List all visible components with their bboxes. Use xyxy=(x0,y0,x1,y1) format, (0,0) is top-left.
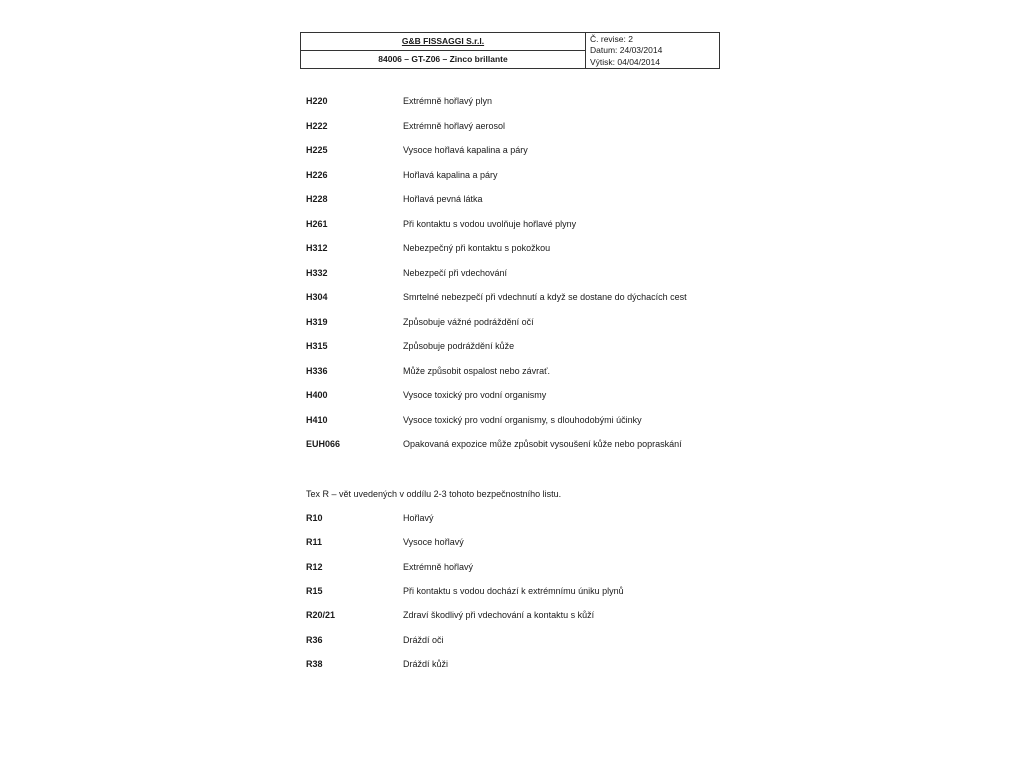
phrase-code: H400 xyxy=(306,390,328,400)
phrase-text: Při kontaktu s vodou uvolňuje hořlavé plyny xyxy=(403,218,577,229)
header-left-cell xyxy=(301,33,586,68)
phrase-code: R36 xyxy=(306,634,323,645)
phrase-text: Vysoce hořlavý xyxy=(403,537,464,548)
document-header-table xyxy=(300,32,720,69)
phrase-code: R10 xyxy=(306,513,323,523)
phrase-code: R15 xyxy=(306,585,323,596)
phrase-code: R20/21 xyxy=(306,610,336,621)
phrase-text: Extrémně hořlavý xyxy=(403,561,474,572)
phrase-code: H319 xyxy=(306,316,328,327)
phrase-code: H315 xyxy=(306,341,328,351)
phrase-text: Dráždí kůži xyxy=(403,658,449,669)
phrase-code: R11 xyxy=(306,537,323,548)
phrase-code: H304 xyxy=(306,292,328,302)
header-right-cell xyxy=(586,33,719,68)
print-date: Výtisk: 04/04/2014 xyxy=(590,56,660,67)
phrase-text: Při kontaktu s vodou dochází k extrémnímu úniku plynů xyxy=(403,585,624,596)
phrase-text: Vysoce toxický pro vodní organismy xyxy=(403,390,547,400)
phrase-code: H410 xyxy=(306,414,328,425)
phrase-text: Dráždí oči xyxy=(403,634,444,645)
phrase-code: H261 xyxy=(306,218,328,229)
phrase-text: Vysoce toxický pro vodní organismy, s dlouhodobými účinky xyxy=(403,414,642,425)
phrase-code: R12 xyxy=(306,561,323,572)
phrase-text: Opakovaná expozice může způsobit vysoušení kůže nebo popraskání xyxy=(403,439,682,449)
phrase-text: Vysoce hořlavá kapalina a páry xyxy=(403,145,528,155)
phrase-code: R38 xyxy=(306,658,323,669)
phrase-text: Extrémně hořlavý aerosol xyxy=(403,120,506,131)
phrase-text: Hořlavá pevná látka xyxy=(403,194,483,204)
revision-date: Datum: 24/03/2014 xyxy=(590,45,663,56)
phrase-text: Způsobuje vážné podráždění očí xyxy=(403,316,534,327)
phrase-text: Může způsobit ospalost nebo závrať. xyxy=(403,365,550,376)
phrase-text: Způsobuje podráždění kůže xyxy=(403,341,515,351)
phrase-text: Smrtelné nebezpečí při vdechnutí a když se dostane do dýchacích cest xyxy=(403,292,687,302)
product-name: 84006 – GT-Z06 – Zinco brillante xyxy=(378,54,508,65)
phrase-code: EUH066 xyxy=(306,439,341,449)
phrase-code: H336 xyxy=(306,365,328,376)
phrase-text: Nebezpečný při kontaktu s pokožkou xyxy=(403,243,551,253)
phrase-text: Nebezpečí při vdechování xyxy=(403,267,508,278)
phrase-code: H220 xyxy=(306,96,328,106)
phrase-text: Zdraví škodlivý při vdechování a kontaktu s kůží xyxy=(403,610,595,621)
phrase-code: H226 xyxy=(306,169,328,180)
phrase-code: H228 xyxy=(306,194,328,204)
phrase-code: H312 xyxy=(306,243,328,253)
phrase-code: H332 xyxy=(306,267,328,278)
phrase-code: H222 xyxy=(306,120,328,131)
phrase-text: Hořlavý xyxy=(403,513,434,523)
r-phrases-intro: Tex R – vět uvedených v oddílu 2-3 tohoto bezpečnostního listu. xyxy=(306,489,562,499)
phrase-text: Extrémně hořlavý plyn xyxy=(403,96,493,106)
phrase-code: H225 xyxy=(306,145,328,155)
revision-number: Č. revise: 2 xyxy=(590,34,633,44)
company-name: G&B FISSAGGI S.r.l. xyxy=(301,33,585,51)
phrase-text: Hořlavá kapalina a páry xyxy=(403,169,498,180)
